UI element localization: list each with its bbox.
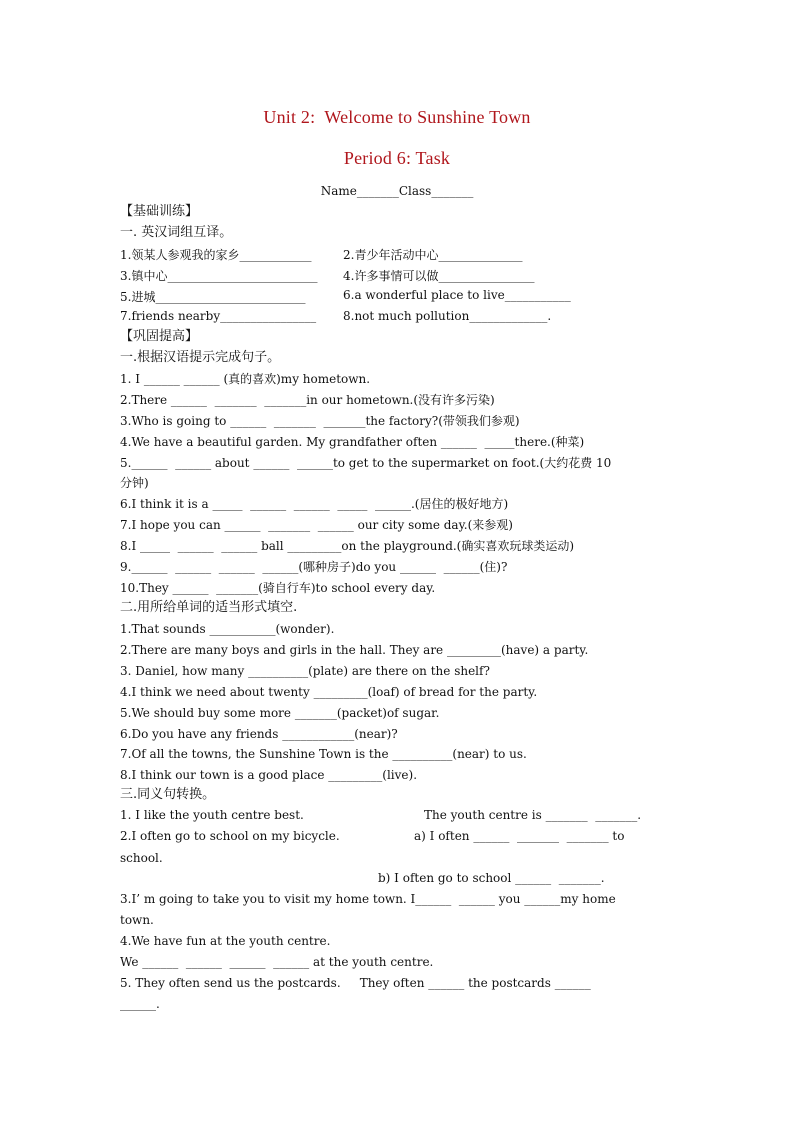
phrase-row-4 [120, 309, 680, 325]
fill-3: 3. Daniel, how many __________(plate) are there on the shelf? [120, 664, 490, 678]
rewrite-4-target: We ______ ______ ______ ______ at the youth centre. [120, 955, 434, 969]
fill-6: 6.Do you have any friends ____________(near)? [120, 727, 398, 741]
fill-1: 1.That sounds ___________(wonder). [120, 622, 335, 636]
improve-heading: 【巩固提高】 [120, 329, 199, 344]
name-class-line: Name_______Class_______ [320, 184, 474, 198]
section-two-heading: 二.用所给单词的适当形式填空. [120, 600, 298, 615]
rewrite-2-target-a: a) I often ______ _______ _______ to [414, 829, 625, 843]
phrase-row-1 [120, 246, 680, 262]
rewrite-1-target: The youth centre is _______ _______. [424, 808, 642, 822]
fill-4: 4.I think we need about twenty _________(loaf) of bread for the party. [120, 685, 538, 699]
phrase-1: 1.领某人参观我的家乡____________ [120, 248, 312, 262]
sentence-8: 8.I _____ ______ ______ ball _________on the playground.(确实喜欢玩球类运动) [120, 539, 575, 553]
sentence-4: 4.We have a beautiful garden. My grandfather often ______ _____there.(种菜) [120, 435, 585, 449]
phrase-7: 7.friends nearby________________ [120, 309, 317, 323]
rewrite-2-cont: school. [120, 851, 163, 865]
section-one-heading: 一.根据汉语提示完成句子。 [120, 350, 281, 365]
phrase-3: 3.镇中心_________________________ [120, 269, 318, 283]
rewrite-5-cont: ______. [120, 997, 160, 1011]
sentence-5-cont: 分钟) [120, 476, 149, 490]
section-three-heading: 三.同义句转换。 [120, 787, 216, 802]
rewrite-2-original: 2.I often go to school on my bicycle. [120, 829, 340, 843]
rewrite-2 [120, 829, 680, 845]
sentence-10: 10.They ______ _______(骑自行车)to school every day. [120, 581, 436, 595]
sentence-1: 1. I ______ ______ (真的喜欢)my hometown. [120, 372, 371, 386]
rewrite-3-cont: town. [120, 913, 154, 927]
rewrite-3: 3.I’ m going to take you to visit my home town. I______ ______ you ______my home [120, 892, 616, 906]
rewrite-1-original: 1. I like the youth centre best. [120, 808, 304, 822]
basic-heading: 【基础训练】 [120, 204, 199, 219]
phrase-row-2 [120, 267, 680, 283]
phrase-4: 4.许多事情可以做________________ [343, 269, 535, 283]
phrase-row-3 [120, 288, 680, 304]
rewrite-2b [120, 871, 680, 887]
fill-7: 7.Of all the towns, the Sunshine Town is the __________(near) to us. [120, 747, 527, 761]
sentence-9: 9.______ ______ ______ ______(哪种房子)do you ______ ______(住)? [120, 560, 508, 574]
period-title: Period 6: Task [343, 148, 451, 168]
sentence-3: 3.Who is going to ______ _______ _______the factory?(带领我们参观) [120, 414, 520, 428]
phrase-5: 5.进城_________________________ [120, 290, 306, 304]
rewrite-2-target-b: b) I often go to school ______ _______. [378, 871, 605, 885]
rewrite-4: 4.We have fun at the youth centre. [120, 934, 331, 948]
fill-8: 8.I think our town is a good place _________(live). [120, 768, 418, 782]
phrase-6: 6.a wonderful place to live___________ [343, 288, 571, 302]
phrase-8: 8.not much pollution_____________. [343, 309, 552, 323]
rewrite-5: 5. They often send us the postcards. They often ______ the postcards ______ [120, 976, 591, 990]
sentence-5: 5.______ ______ about ______ ______to get to the supermarket on foot.(大约花费 10 [120, 456, 612, 470]
fill-5: 5.We should buy some more _______(packet)of sugar. [120, 706, 440, 720]
sentence-7: 7.I hope you can ______ _______ ______ our city some day.(来参观) [120, 518, 513, 532]
sentence-2: 2.There ______ _______ _______in our hometown.(没有许多污染) [120, 393, 495, 407]
fill-2: 2.There are many boys and girls in the hall. They are _________(have) a party. [120, 643, 589, 657]
basic-subheading: 一. 英汉词组互译。 [120, 225, 233, 240]
unit-title: Unit 2: Welcome to Sunshine Town [263, 107, 531, 127]
sentence-6: 6.I think it is a _____ ______ ______ _____ ______.(居住的极好地方) [120, 497, 509, 511]
phrase-2: 2.青少年活动中心______________ [343, 248, 523, 262]
rewrite-1 [120, 808, 680, 824]
